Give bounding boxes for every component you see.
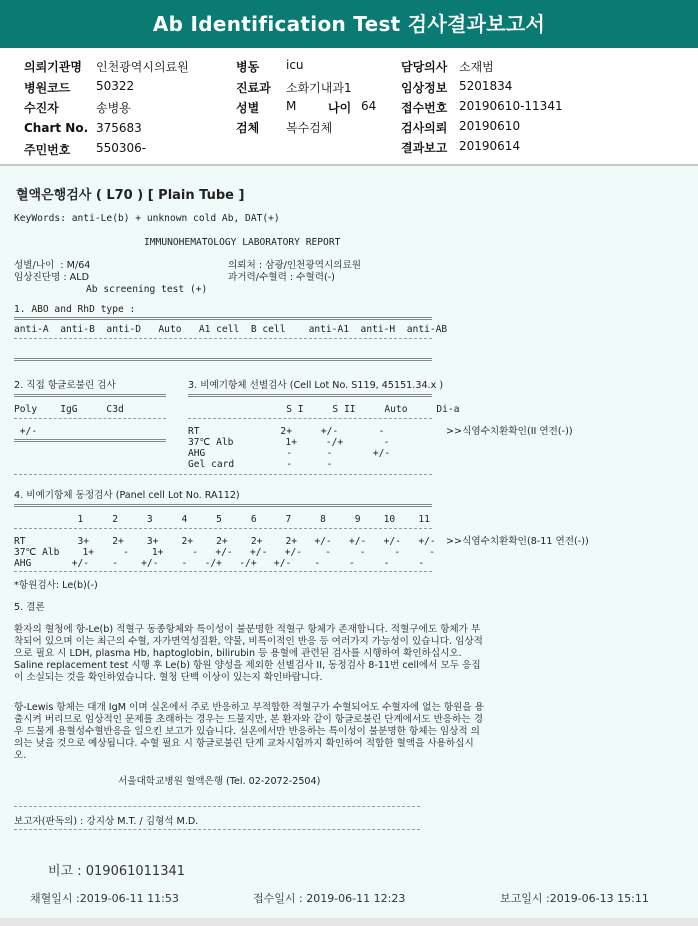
doctor-value: 소재범 <box>459 60 494 74</box>
label-hospital: 의뢰기관명 <box>24 60 82 74</box>
screening-row: 37℃ Alb 1+ -/+ - <box>188 437 390 448</box>
report-date-value: 20190614 <box>459 139 521 153</box>
divider <box>14 829 420 830</box>
abo-header: anti-A anti-B anti-D Auto A1 cell B cell anti-A1 anti-H anti-AB <box>14 324 448 335</box>
dept-value: 소화기내과1 <box>286 81 352 95</box>
screening-result: Ab screening test (+) <box>86 284 208 295</box>
label-chart: Chart No. <box>24 121 89 135</box>
antigen-result: *항원검사: Le(b)(-) <box>14 580 98 591</box>
note-field: 비고 : 019061011341 <box>48 864 186 879</box>
label-specimen: 검체 <box>236 121 260 135</box>
label-receiver: 수진자 <box>24 101 59 115</box>
hospital-value: 인천광역시의료원 <box>96 60 189 74</box>
divider <box>14 806 420 807</box>
screening-row: RT 2+ +/- - <box>188 426 385 437</box>
panel-header: 1 2 3 4 5 6 7 8 9 10 11 <box>14 514 430 525</box>
panel-row: 37℃ Alb 1+ - 1+ - +/- +/- +/- - - - - <box>14 547 435 558</box>
reporter: 보고자(판독의) : 강지상 M.T. / 김형석 M.D. <box>14 816 199 827</box>
label-age: 나이 <box>328 101 352 115</box>
divider <box>14 571 432 572</box>
signature: 서울대학교병원 혈액은행 (Tel. 02-2072-2504) <box>118 776 321 787</box>
panel-row: RT 3+ 2+ 3+ 2+ 2+ 2+ 2+ +/- +/- +/- +/- <box>14 536 436 547</box>
label-ward: 병동 <box>236 60 260 74</box>
ward-value: icu <box>286 58 304 72</box>
panel-row: AHG +/- - +/- - -/+ -/+ +/- - - - - <box>14 558 425 569</box>
bottom-edge <box>0 918 698 926</box>
label-accession: 접수번호 <box>401 101 448 115</box>
label-dept: 진료과 <box>236 81 271 95</box>
keywords: KeyWords: anti-Le(b) + unknown cold Ab, DAT(+) <box>14 213 280 224</box>
divider <box>14 394 166 397</box>
report-title-bar <box>0 0 698 48</box>
label-doctor: 담당의사 <box>401 60 448 74</box>
divider <box>14 528 432 529</box>
label-rrn: 주민번호 <box>24 143 71 157</box>
screening-note: >>식염수치환확인(II 연전(-)) <box>446 426 573 437</box>
divider <box>188 418 432 419</box>
transfusion-history: 과거력/수혈력 : 수혈력(-) <box>228 272 335 283</box>
divider <box>14 439 166 442</box>
divider <box>14 504 432 507</box>
conclusion-paragraph-2: 항-Lewis 항체는 대개 IgM 이며 실온에서 주로 반응하고 부적합한 적혈구가 수혈되어도 수혈자에 없는 항원을 용출시켜 버리므로 임상적인 문제를 초래하는 경우는 드물지만, 본 환자와 같이 항글로불린 단계에서도 반응하는 경우 드물게 용혈성수혈반응을 일으킨 보고가 있습니다. 실온에서만 반응하는 특이성이 불분명한 항체는 임상적 의의는 낮을 것으로 예상됩니다. 수혈 필요 시 항글로불린 단계 교차시험까지 확인하여 적합한 혈액을 사용하십시오. <box>14 702 484 761</box>
patient-diagnosis: 임상진단명 : ALD <box>14 272 89 283</box>
label-sex: 성별 <box>236 101 260 115</box>
collection-datetime: 채혈일시 :2019-06-11 11:53 <box>30 892 179 905</box>
label-clinical: 임상정보 <box>401 81 448 95</box>
abo-title: 1. ABO and RhD type : <box>14 304 136 315</box>
divider <box>14 474 432 475</box>
dat-result: +/- <box>14 426 38 437</box>
screening-title: 3. 비예기항체 선별검사 (Cell Lot No. S119, 45151.34.x ) <box>188 380 444 391</box>
panel-title: 4. 비예기항체 동정검사 (Panel cell Lot No. RA112) <box>14 490 240 501</box>
divider <box>14 338 432 339</box>
divider <box>14 317 432 320</box>
receiver-value: 송병용 <box>96 101 131 115</box>
label-code: 병원코드 <box>24 81 71 95</box>
specimen-value: 복수검체 <box>286 121 333 135</box>
report-section-title: 혈액은행검사 ( L70 ) [ Plain Tube ] <box>16 188 245 203</box>
receipt-datetime: 접수일시 : 2019-06-11 12:23 <box>253 892 406 905</box>
conclusion-title: 5. 결론 <box>14 602 45 613</box>
age-value: 64 <box>361 99 377 113</box>
rrn-value: 550306- <box>96 141 147 155</box>
screening-header: S I S II Auto Di-a <box>188 404 460 415</box>
code-value: 50322 <box>96 79 135 93</box>
referral: 의뢰처 : 삼광/인천광역시의료원 <box>228 260 362 271</box>
divider <box>14 418 166 419</box>
request-value: 20190610 <box>459 119 521 133</box>
accession-value: 20190610-11341 <box>459 99 563 113</box>
screening-row: AHG - - +/- <box>188 448 391 459</box>
dat-header: Poly IgG C3d <box>14 404 124 415</box>
divider <box>14 358 432 361</box>
panel-note: >>식염수치환확인(8-11 연전(-)) <box>446 536 589 547</box>
report-datetime: 보고일시 :2019-06-13 15:11 <box>500 892 649 905</box>
lab-report-title: IMMUNOHEMATOLOGY LABORATORY REPORT <box>144 237 341 248</box>
window-title: Ab Identification Test 검사결과보고서 <box>152 12 546 36</box>
patient-header <box>0 48 698 166</box>
conclusion-paragraph-1: 환자의 혈청에 항-Le(b) 적혈구 동종항체와 특이성이 불분명한 적혈구 항체가 존재합니다. 적혈구에도 항체가 부착되어 있으며 이는 최근의 수혈, 자가면역성질환, 약물, 비특이적인 반응 등 여러가지 가능성이 있습니다. 임상적으로 필요 시 LDH, plasma Hb, haptoglobin, bilirubin 등 용혈에 관련된 검사를 시행하여 확인하십시오. Saline replacement test 시행 후 Le(b) 항원 양성을 제외한 선별검사 II, 동정검사 8-11번 cell에서 모두 응집이 소실되는 것을 확인하였습니다. 혈청 단백 이상이 있는지 확인바랍니다. <box>14 624 483 683</box>
divider <box>188 394 432 397</box>
sex-value: M <box>286 99 297 113</box>
label-request: 검사의뢰 <box>401 121 448 135</box>
screening-row: Gel card - - <box>188 459 333 470</box>
clinical-value: 5201834 <box>459 79 513 93</box>
chart-value: 375683 <box>96 121 142 135</box>
label-report: 결과보고 <box>401 141 448 155</box>
report-body <box>0 166 698 918</box>
patient-sex-age: 성별/나이 : M/64 <box>14 260 91 271</box>
dat-title: 2. 직접 항글로불린 검사 <box>14 380 116 391</box>
